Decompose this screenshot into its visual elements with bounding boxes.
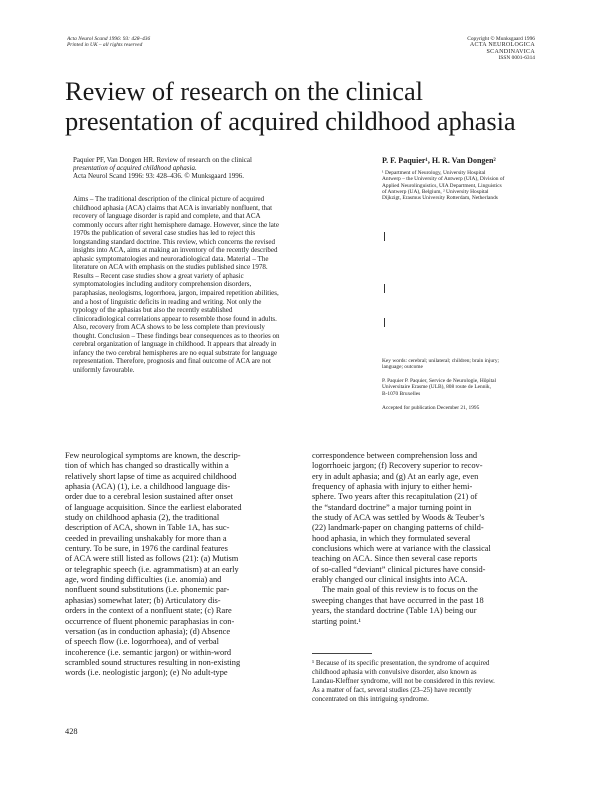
body-line: nonfluent sound substitutions (i.e. phonemic par- bbox=[65, 585, 230, 595]
footnote-line: As a matter of fact, several studies (23–25) have recently bbox=[312, 686, 472, 695]
abstract-line: typology of the aphasias but also the recently established bbox=[73, 306, 233, 315]
page-number: 428 bbox=[65, 727, 78, 736]
abstract-line: aphasic symptomatologies and neuroradiological data. Material – The bbox=[73, 254, 269, 263]
body-line: or telegraphic speech (i.e. agrammatism) at an early bbox=[65, 564, 239, 574]
citation-block bbox=[73, 156, 373, 181]
journal-name-line: SCANDINAVICA bbox=[486, 48, 535, 55]
abstract-line: and a host of linguistic deficits in reading and writing. Not only the bbox=[73, 297, 262, 306]
copyright-line: Copyright © Munksgaard 1996 bbox=[467, 36, 535, 42]
body-line: the study of ACA was settled by Woods & Teuber’s bbox=[312, 513, 485, 523]
body-line: words (i.e. neologistic jargon); (e) No adult-type bbox=[65, 668, 228, 678]
body-line: relatively short lapse of time as acquired childhood bbox=[65, 471, 237, 481]
affiliation-line: Antwerp – the University of Antwerp (UIA), Division of bbox=[382, 176, 505, 183]
body-line: correspondence between comprehension loss and bbox=[312, 451, 478, 460]
body-line: versation (as in conduction aphasia); (d) Absence bbox=[65, 626, 231, 636]
body-line: study on childhood aphasia (2), the traditional bbox=[65, 513, 220, 523]
keywords-line: Key words: cerebral; unilateral; children; brain injury; bbox=[382, 358, 500, 364]
running-header-left bbox=[67, 36, 267, 49]
body-line: ery in adult aphasia; and (g) At an early age, even bbox=[312, 471, 479, 481]
printed-in-line: Printed in UK – all rights reserved bbox=[67, 42, 143, 49]
abstract-line: recovery of language disorder is rapid and complete, and that ACA bbox=[73, 212, 261, 221]
body-line: (22) landmark-paper on changing patterns of child- bbox=[312, 523, 484, 533]
body-line: logorrhoeic jargon; (f) Recovery superior to recov- bbox=[312, 461, 483, 471]
correspondence bbox=[382, 378, 544, 397]
abstract-line: infancy the two cerebral hemispheres are no equal substrate for language bbox=[73, 348, 278, 357]
body-line: orders in the context of a nonfluent state; (c) Rare bbox=[65, 606, 232, 616]
abstract-line: uniformly favourable. bbox=[73, 365, 135, 374]
title-line: presentation of acquired childhood aphasia bbox=[65, 106, 516, 136]
abstract-line: clinicoradiological correlations appear to resemble those found in adults. bbox=[73, 314, 277, 323]
body-column-right bbox=[312, 451, 542, 627]
article-title bbox=[65, 76, 535, 136]
body-line: starting point.¹ bbox=[312, 616, 362, 626]
body-line: description of ACA, shown in Table 1A, has suc- bbox=[65, 523, 230, 533]
footnote-line: concentrated on this intriguing syndrome. bbox=[312, 695, 429, 704]
keywords bbox=[382, 358, 544, 371]
journal-citation-line: Acta Neurol Scand 1996: 93: 428–436 bbox=[67, 36, 151, 42]
journal-name-line: ACTA NEUROLOGICA bbox=[469, 42, 535, 49]
abstract-line: childhood aphasia (ACA) claims that ACA is invariably nonfluent, that bbox=[73, 203, 273, 212]
body-line: age, word finding difficulties (i.e. anomia) and bbox=[65, 575, 222, 585]
margin-mark bbox=[384, 232, 385, 241]
abstract-line: paraphasias, neologisms, logorrhoea, jargon, impaired repetition abilities, bbox=[73, 289, 279, 298]
body-line: century. To be sure, in 1976 the cardinal features bbox=[65, 544, 228, 554]
abstract-line: thought. Conclusion – These findings bear consequences as to theories on bbox=[73, 331, 280, 340]
affiliation-line: ¹ Department of Neurology, University Hospital bbox=[382, 170, 486, 176]
body-line: occurrence of fluent phonemic paraphasias in con- bbox=[65, 616, 235, 626]
issn-line: ISSN 0001-6314 bbox=[498, 54, 535, 61]
footnote-line: ¹ Because of its specific presentation, the syndrome of acquired bbox=[312, 659, 490, 667]
body-line: hood aphasia, in which they formulated several bbox=[312, 533, 471, 543]
margin-mark bbox=[384, 284, 385, 293]
affiliation-line: Dijkzigt, Erasmus University Rotterdam, Netherlands bbox=[382, 195, 498, 202]
affiliation-line: of Antwerp (UA), Belgium, ² University Hospital bbox=[382, 188, 489, 195]
footnote bbox=[312, 659, 542, 704]
body-line: the “standard doctrine” a major turning point in bbox=[312, 502, 472, 512]
body-line: years, the standard doctrine (Table 1A) being our bbox=[312, 606, 477, 616]
margin-mark bbox=[384, 318, 385, 327]
body-line: of language acquisition. Since the earliest elaborated bbox=[65, 502, 242, 512]
abstract-line: cerebral organization of language in childhood. It appears that already in bbox=[73, 340, 277, 349]
footnote-line: childhood aphasia with convulsive disorder, also known as bbox=[312, 668, 477, 677]
body-line: conclusions which were at variance with the classical bbox=[312, 544, 491, 554]
abstract-line: insights into ACA, aims at making an inventory of the recently described bbox=[73, 246, 278, 255]
footnote-rule bbox=[312, 653, 372, 654]
body-line: order due to a cerebral lesion sustained after onset bbox=[65, 492, 233, 502]
abstract-line: representation. Therefore, prognosis and final outcome of ACA are not bbox=[73, 357, 271, 366]
abstract-line: symptomatologies including auditory comprehension disorders, bbox=[73, 280, 252, 289]
accepted-date: Accepted for publication December 21, 1995 bbox=[382, 405, 480, 411]
abstract-line: literature on ACA with emphasis on the studies published since 1978. bbox=[73, 263, 268, 272]
body-line: sweeping changes that have occurred in the past 18 bbox=[312, 595, 484, 605]
citation-line: presentation of acquired childhood aphasia. bbox=[73, 164, 197, 173]
body-column-left bbox=[65, 451, 295, 679]
body-line: sphere. Two years after this recapitulation (21) of bbox=[312, 492, 478, 502]
correspondence-line: P. Paquier P. Paquier, Service de Neurologie, Hôpital bbox=[382, 378, 497, 384]
body-line: aphasias) somewhat later; (b) Articulatory dis- bbox=[65, 595, 221, 605]
running-header-right bbox=[420, 36, 535, 61]
title-line: Review of research on the clinical bbox=[65, 76, 423, 106]
correspondence-line: B-1070 Bruxelles bbox=[382, 390, 421, 397]
body-line: of so-called “deviant” clinical pictures have consid- bbox=[312, 564, 486, 574]
abstract bbox=[73, 195, 371, 374]
body-line: of speech flow (i.e. logorrhoea), and of verbal bbox=[65, 637, 219, 647]
abstract-line: longstanding standard doctrine. This review, which concerns the revised bbox=[73, 237, 275, 246]
body-line: scrambled sound structures resulting in non-existing bbox=[65, 657, 241, 667]
citation-line: Acta Neurol Scand 1996: 93: 428–436. © Munksgaard 1996. bbox=[73, 172, 244, 181]
abstract-line: commonly occurs after right hemisphere damage. However, since the late bbox=[73, 220, 279, 229]
body-line: tion of which has changed so drastically within a bbox=[65, 461, 229, 471]
body-line: frequency of aphasia with injury to either hemi- bbox=[312, 482, 473, 492]
body-line: erably changed our clinical insights into ACA. bbox=[312, 575, 468, 585]
body-line: of ACA were still listed as follows (21): (a) Mutism bbox=[65, 554, 239, 564]
correspondence-line: Universitaire Erasme (ULB), 808 route de Lennik, bbox=[382, 384, 491, 391]
body-line: teaching on ACA. Since then several case reports bbox=[312, 554, 478, 564]
body-line: incoherence (i.e. semantic jargon) or within-word bbox=[65, 647, 232, 657]
affiliations bbox=[382, 170, 544, 201]
keywords-line: language; outcome bbox=[382, 364, 423, 371]
body-line: aphasia (ACA) (1), i.e. a childhood language dis- bbox=[65, 482, 231, 492]
citation-line: Paquier PF, Van Dongen HR. Review of research on the clinical bbox=[73, 156, 252, 164]
abstract-line: 1970s the publication of several case studies has led to reject this bbox=[73, 229, 256, 238]
authors: P. F. Paquier¹, H. R. Van Dongen² bbox=[382, 156, 496, 165]
footnote-line: Landau-Kleffner syndrome, will not be considered in this review. bbox=[312, 677, 495, 686]
abstract-line: Results – Recent case studies show a great variety of aphasic bbox=[73, 271, 244, 280]
body-line: ceeded in prevailing unshakably for more than a bbox=[65, 533, 227, 543]
body-line: Few neurological symptoms are known, the descrip- bbox=[65, 451, 241, 460]
affiliation-line: Applied Neurolinguistics, UIA Department, Linguistics bbox=[382, 182, 502, 189]
abstract-line: Aims – The traditional description of the clinical picture of acquired bbox=[73, 195, 265, 203]
abstract-line: Also, recovery from ACA shows to be less complete than previously bbox=[73, 323, 265, 332]
body-line: The main goal of this review is to focus on the bbox=[322, 585, 478, 595]
